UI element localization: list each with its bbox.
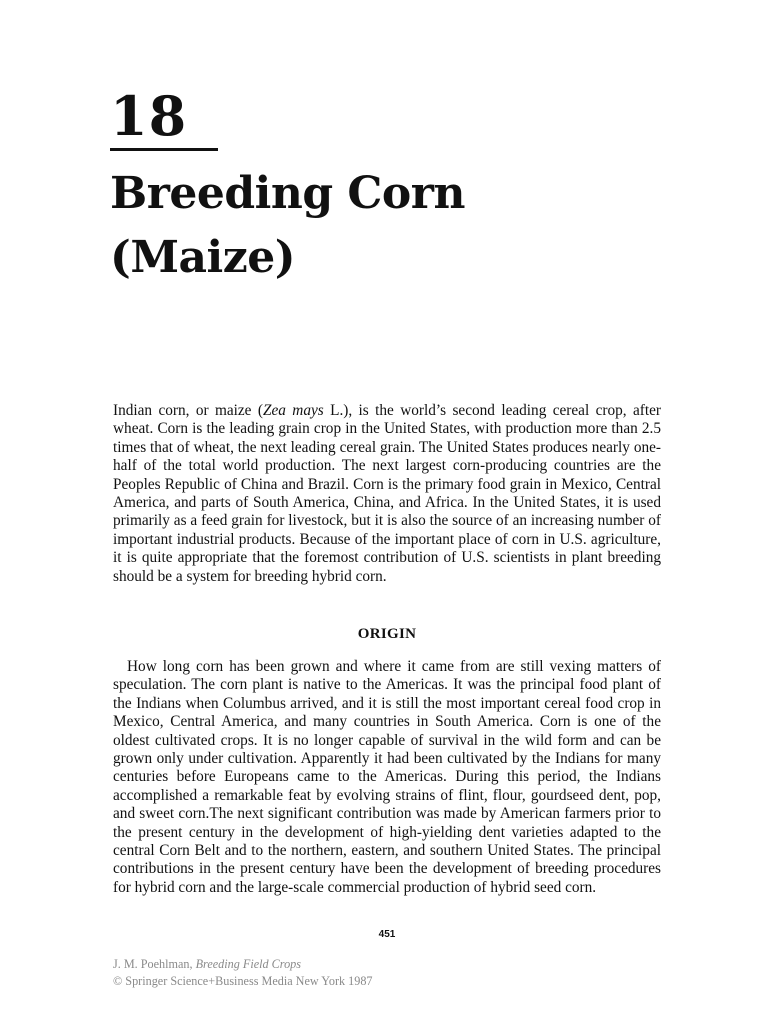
chapter-number-underline <box>110 148 218 151</box>
footer-copyright: © Springer Science+Business Media New York 1987 <box>113 973 373 988</box>
intro-text-start: Indian corn, or maize ( <box>113 402 263 419</box>
intro-text-rest: L.), is the world’s second leading cereal crop, after wheat. Corn is the leading grain crop in the United States, with production more than 2.5 times that of wheat, the next leading cereal grain. The United States produces nearly one-half of the total world production. The next largest corn-producing countries are the Peoples Republic of China and Brazil. Corn is the primary food grain in Mexico, Central America, and parts of South America, China, and Africa. In the United States, it is used primarily as a feed grain for livestock, but it is also the source of an increasing number of important industrial products. Because of the important place of corn in U.S. agriculture, it is quite appropriate that the foremost contribution of U.S. scientists in plant breeding should be a system for breeding hybrid corn. <box>113 402 662 585</box>
intro-paragraph <box>113 402 661 586</box>
page-number: 451 <box>378 929 396 940</box>
chapter-number: 18 <box>110 84 188 148</box>
footer-author: J. M. Poehlman, <box>113 957 196 971</box>
chapter-title-line-2: (Maize) <box>110 232 296 283</box>
footer-book-title: Breeding Field Crops <box>195 957 301 971</box>
chapter-title <box>110 162 710 290</box>
origin-paragraph: How long corn has been grown and where it came from are still vexing matters of speculation. The corn plant is native to the Americas. It was the principal food plant of the Indians when Columbus arrived, and it is still the most important cereal food crop in Mexico, Central America, and many countries in South America. Corn is one of the oldest cultivated crops. It is no longer capable of survival in the wild form and can be grown only under cultivation. Apparently it had been cultivated by the Indians for many centuries before Europeans came to the Americas. During this period, the Indians accomplished a remarkable feat by evolving strains of flint, flour, gourdseed dent, pop, and sweet corn.The next significant contribution was made by American farmers prior to the present century in the development of high-yielding dent varieties adapted to the central Corn Belt and to the northern, eastern, and southern United States. The principal contributions in the present century have been the development of breeding procedures for hybrid corn and the large-scale commercial production of hybrid seed corn. <box>113 658 661 896</box>
species-name: Zea mays <box>262 402 324 419</box>
section-heading-origin: ORIGIN <box>357 626 417 642</box>
chapter-title-line-1: Breeding Corn <box>110 168 465 219</box>
footer-citation <box>113 956 613 989</box>
footer-author-line <box>113 956 613 973</box>
